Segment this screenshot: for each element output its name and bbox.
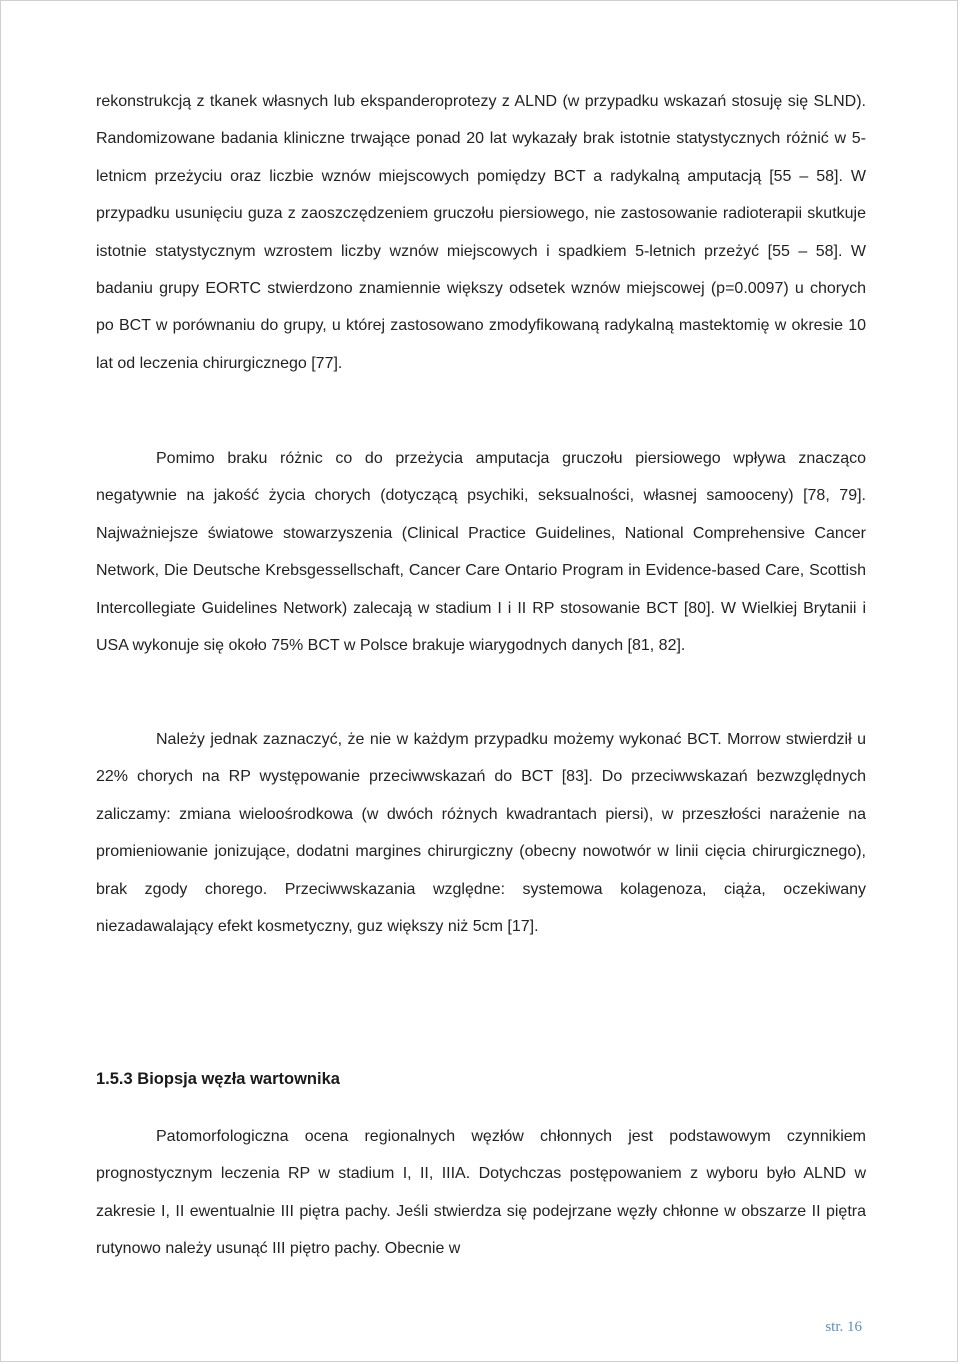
paragraph-sentinel-node: Patomorfologiczna ocena regionalnych węzłów chłonnych jest podstawowym czynnikiem prognostycznym leczenia RP w stadium I, II, IIIA. Dotychczas postępowaniem z wyboru było ALND w zakresie I, II ewentualnie III piętra pachy. Jeśli stwierdza się podejrzane węzły chłonne w obszarze II piętra rutynowo należy usunąć III piętro pachy. Obecnie w [96,1128,866,1258]
paragraph-quality-of-life: Pomimo braku różnic co do przeżycia amputacja gruczołu piersiowego wpływa znacząco negatywnie na jakość życia chorych (dotyczącą psychiki, seksualności, własnej samooceny) [78, 79]. Najważniejsze światowe stowarzyszenia (Clinical Practice Guidelines, National Comprehensive Cancer Network, Die Deutsche Krebsgessellschaft, Cancer Care Ontario Program in Evidence-based Care, Scottish Intercollegiate Guidelines Network) zalecają w stadium I i II RP stosowanie BCT [80]. W Wielkiej Brytanii i USA wykonuje się około 75% BCT w Polsce brakuje wiarygodnych danych [81, 82]. [96,450,866,655]
paragraph-contraindications: Należy jednak zaznaczyć, że nie w każdym przypadku możemy wykonać BCT. Morrow stwierdził u 22% chorych na RP występowanie przeciwwskazań do BCT [83]. Do przeciwwskazań bezwzględnych zaliczamy: zmiana wieloośrodkowa (w dwóch różnych kwadrantach piersi), w przeszłości narażenie na promieniowanie jonizujące, dodatni margines chirurgiczny (obecny nowotwór w linii cięcia chirurgicznego), brak zgody chorego. Przeciwwskazania względne: systemowa kolagenoza, ciąża, oczekiwany niezadawalający efekt kosmetyczny, guz większy niż 5cm [17]. [96,731,866,936]
page-number: str. 16 [825,1319,862,1335]
paragraph-bct-studies: rekonstrukcją z tkanek własnych lub ekspanderoprotezy z ALND (w przypadku wskazań stosuję się SLND). Randomizowane badania kliniczne trwające ponad 20 lat wykazały brak istotnie statystycznych różnić w 5-letnicm przeżyciu oraz liczbie wznów miejscowych pomiędzy BCT a radykalną amputacją [55 ‒ 58]. W przypadku usunięciu guza z zaoszczędzeniem gruczołu piersiowego, nie zastosowanie radioterapii skutkuje istotnie statystycznym wzrostem liczby wznów miejscowych i spadkiem 5-letnich przeżyć [55 ‒ 58]. W badaniu grupy EORTC stwierdzono znamiennie większy odsetek wznów miejscowej (p=0.0097) u chorych po BCT w porównaniu do grupy, u której zastosowano zmodyfikowaną radykalną mastektomię w okresie 10 lat od leczenia chirurgicznego [77]. [96,93,866,372]
section-heading: 1.5.3 Biopsja węzła wartownika [96,1070,340,1088]
